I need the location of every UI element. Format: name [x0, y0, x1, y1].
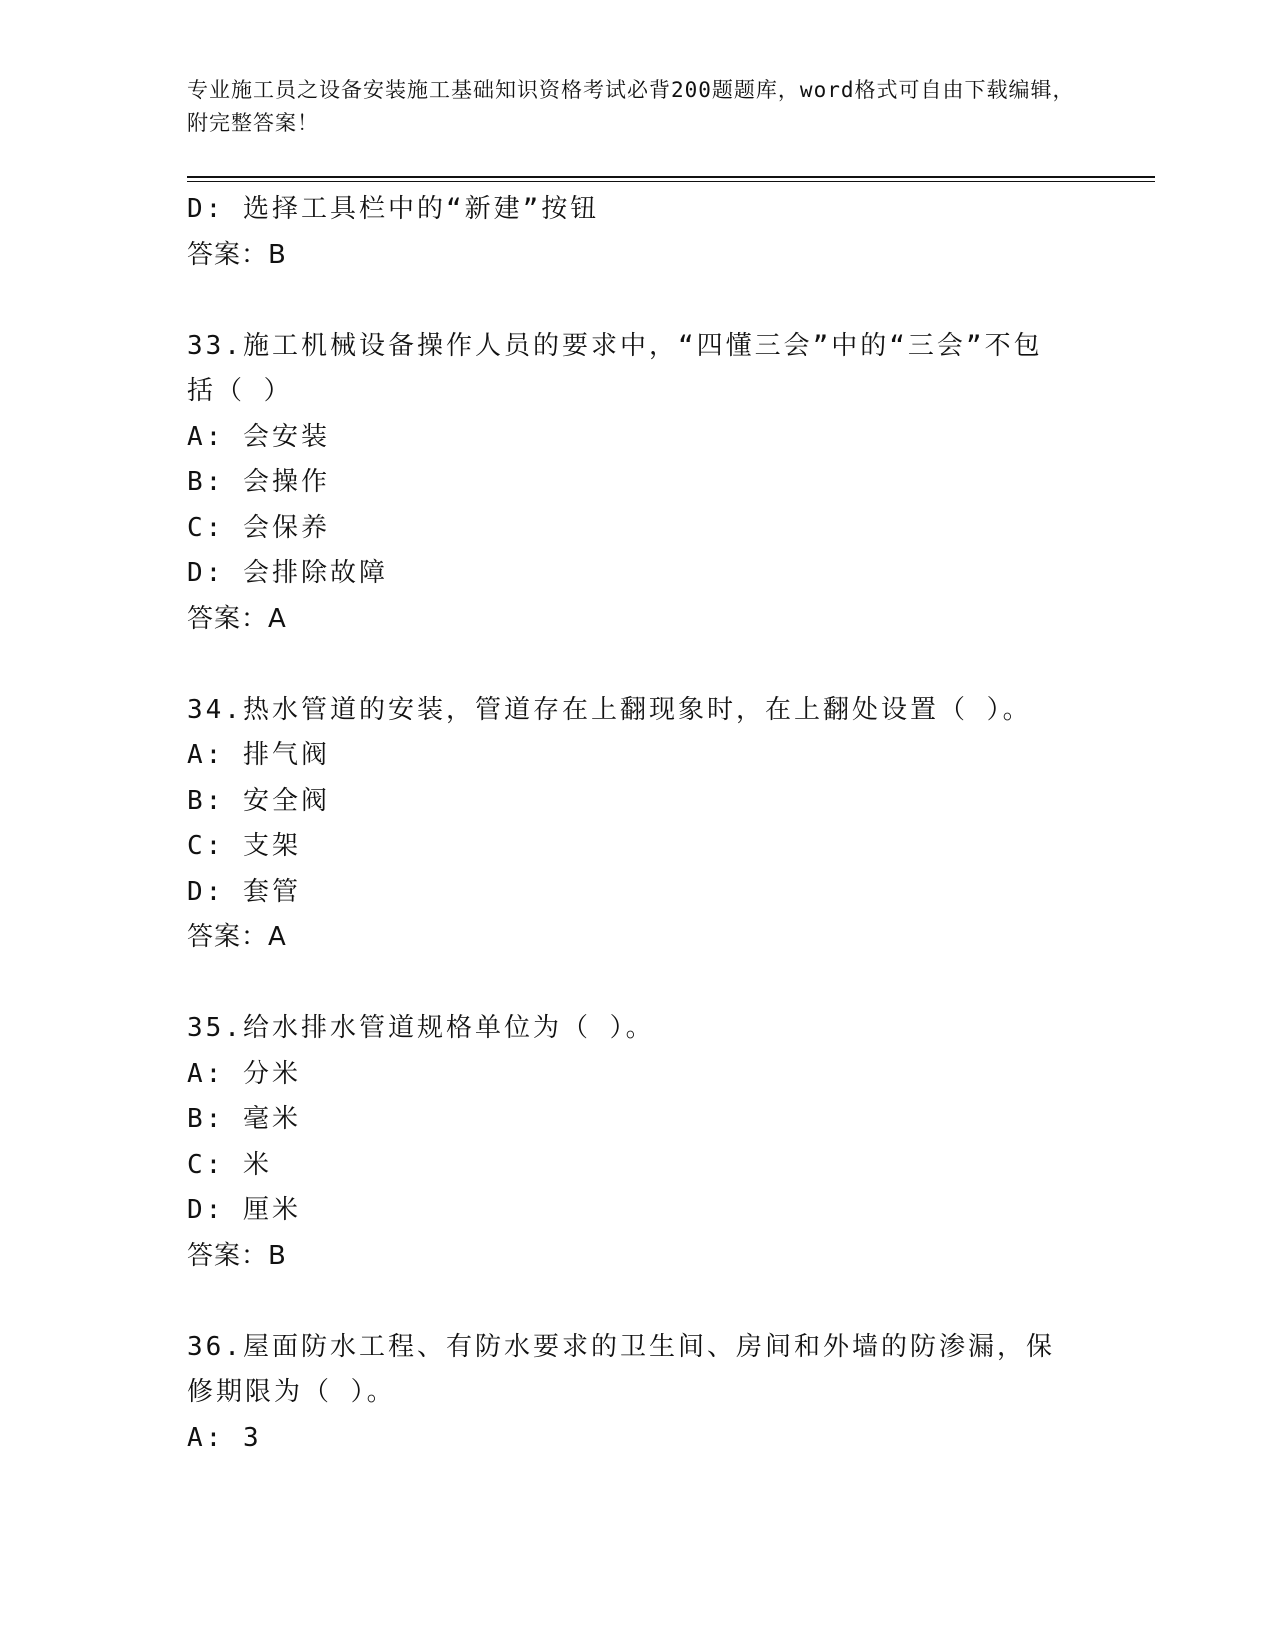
option-d: D: 会排除故障 [187, 558, 388, 588]
question-text: 34.热水管道的安装，管道存在上翻现象时，在上翻处设置（ ）。 [187, 694, 1032, 725]
option-a: A: 3 [187, 1422, 262, 1453]
option-a: A: 排气阀 [187, 740, 330, 770]
document-body [187, 187, 1087, 1461]
prev-option-d: D: 选择工具栏中的“新建”按钮 [187, 194, 600, 224]
option-d: D: 厘米 [187, 1195, 301, 1225]
spacer [187, 961, 1087, 1007]
header-divider-thin [187, 181, 1155, 182]
question-34 [187, 688, 1087, 961]
question-33 [187, 324, 1087, 643]
spacer [187, 1279, 1087, 1325]
answer: 答案：A [187, 922, 287, 952]
option-b: B: 会操作 [187, 467, 330, 497]
option-c: C: 米 [187, 1149, 272, 1180]
option-a: A: 分米 [187, 1058, 301, 1089]
question-text: 36.屋面防水工程、有防水要求的卫生间、房间和外墙的防渗漏，保修期限为（ ）。 [187, 1331, 1055, 1407]
answer: 答案：A [187, 603, 287, 634]
spacer [187, 642, 1087, 688]
question-text: 35.给水排水管道规格单位为（ ）。 [187, 1013, 655, 1043]
option-a: A: 会安装 [187, 421, 330, 452]
spacer [187, 278, 1087, 324]
question-text: 33.施工机械设备操作人员的要求中，“四懂三会”中的“三会”不包括（ ） [187, 330, 1043, 406]
question-36 [187, 1325, 1087, 1462]
question-35 [187, 1006, 1087, 1279]
answer: 答案：B [187, 1240, 287, 1271]
option-b: B: 安全阀 [187, 785, 330, 816]
option-b: B: 毫米 [187, 1104, 301, 1134]
option-d: D: 套管 [187, 876, 301, 907]
option-c: C: 会保养 [187, 512, 330, 543]
header-divider-thick [187, 176, 1155, 178]
document-header: 专业施工员之设备安装施工基础知识资格考试必背200题题库，word格式可自由下载编辑，附完整答案！ [187, 78, 1075, 135]
prev-answer: 答案：B [187, 239, 287, 270]
option-c: C: 支架 [187, 831, 301, 861]
